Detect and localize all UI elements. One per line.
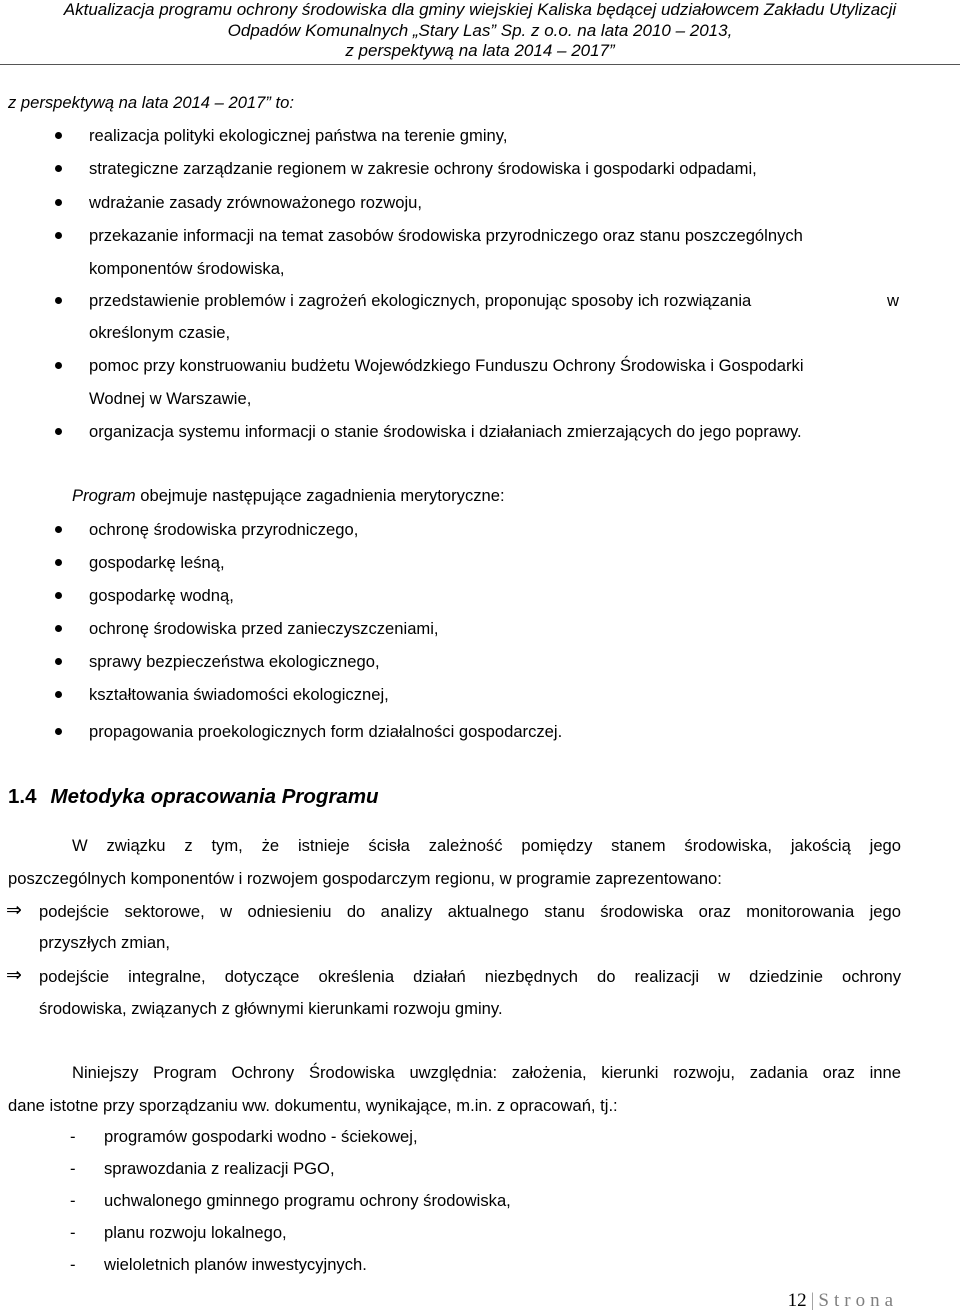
approach-line: przyszłych zmian, — [39, 933, 170, 952]
approach-line: podejście sektorowe, w odniesieniu do analizy aktualnego stanu środowiska oraz monitorowania jego — [39, 902, 901, 921]
dash-marker: - — [70, 1191, 76, 1210]
bullet-icon — [55, 199, 62, 206]
page-number: 12 — [787, 1290, 807, 1311]
list-item: sprawy bezpieczeństwa ekologicznego, — [89, 652, 380, 671]
list-item-continuation: Wodnej w Warszawie, — [89, 389, 252, 408]
list-item: ochronę środowiska przyrodniczego, — [89, 520, 359, 539]
list-item: przedstawienie problemów i zagrożeń ekologicznych, proponując sposoby ich rozwiązania — [89, 291, 752, 310]
bullet-icon — [55, 728, 62, 735]
section-heading — [8, 784, 379, 810]
list-item: strategiczne zarządzanie regionem w zakresie ochrony środowiska i gospodarki odpadami, — [89, 159, 757, 178]
approach-line: środowiska, związanych z głównymi kierunkami rozwoju gminy. — [39, 999, 503, 1018]
bullet-icon — [55, 132, 62, 139]
approach-line: podejście integralne, dotyczące określenia działań niezbędnych do realizacji w dziedzinie ochrony — [39, 967, 901, 986]
bullet-icon — [55, 559, 62, 566]
list-item: wdrażanie zasady zrównoważonego rozwoju, — [89, 193, 422, 212]
list-item: propagowania proekologicznych form działalności gospodarczej. — [89, 722, 563, 741]
bullet-icon — [55, 526, 62, 533]
header-divider — [0, 64, 960, 65]
dash-marker: - — [70, 1127, 76, 1146]
header-line-3: z perspektywą na lata 2014 – 2017” — [345, 41, 615, 60]
paragraph-line: Niniejszy Program Ochrony Środowiska uwzględnia: założenia, kierunki rozwoju, zadania oraz inne — [72, 1063, 901, 1082]
list-item: sprawozdania z realizacji PGO, — [104, 1159, 335, 1178]
list-item: realizacja polityki ekologicznej państwa na terenie gminy, — [89, 126, 508, 145]
page-footer — [788, 1290, 898, 1312]
dash-marker: - — [70, 1159, 76, 1178]
intro-text: z perspektywą na lata 2014 – 2017” to: — [8, 93, 294, 112]
bullet-icon — [55, 362, 62, 369]
paragraph-line: dane istotne przy sporządzaniu ww. dokumentu, wynikające, m.in. z opracowań, tj.: — [8, 1096, 618, 1115]
section-number: 1.4 — [8, 785, 37, 808]
list-item: gospodarkę wodną, — [89, 586, 234, 605]
bullet-icon — [55, 428, 62, 435]
list-item-continuation: określonym czasie, — [89, 323, 231, 342]
list-item: ochronę środowiska przed zanieczyszczeniami, — [89, 619, 439, 638]
list-item: przekazanie informacji na temat zasobów środowiska przyrodniczego oraz stanu poszczególnych — [89, 226, 803, 245]
list-item: planu rozwoju lokalnego, — [104, 1223, 287, 1242]
program-lead — [72, 486, 505, 506]
bullet-icon — [55, 297, 62, 304]
list-item: organizacja systemu informacji o stanie środowiska i działaniach zmierzających do jego poprawy. — [89, 422, 802, 441]
header-line-1: Aktualizacja programu ochrony środowiska dla gminy wiejskiej Kaliska będącej udziałowcem Zakładu Utylizacji — [63, 0, 897, 19]
dash-marker: - — [70, 1255, 76, 1274]
bullet-icon — [55, 232, 62, 239]
dash-marker: - — [70, 1223, 76, 1242]
list-item: programów gospodarki wodno - ściekowej, — [104, 1127, 418, 1146]
bullet-icon — [55, 658, 62, 665]
list-item-continuation: komponentów środowiska, — [89, 259, 285, 278]
bullet-icon — [55, 691, 62, 698]
header-line-2: Odpadów Komunalnych „Stary Las” Sp. z o.o. na lata 2010 – 2013, — [227, 20, 733, 40]
paragraph-line: poszczególnych komponentów i rozwojem gospodarczym regionu, w programie zaprezentowano: — [8, 869, 722, 888]
arrow-right-icon: ⇒ — [6, 965, 22, 986]
section-title: Metodyka opracowania Programu — [50, 785, 379, 808]
list-item: wieloletnich planów inwestycyjnych. — [104, 1255, 367, 1274]
list-item: uchwalonego gminnego programu ochrony środowiska, — [104, 1191, 511, 1210]
list-item: gospodarkę leśną, — [89, 553, 225, 572]
page-header — [0, 0, 960, 64]
list-item: pomoc przy konstruowaniu budżetu Wojewódzkiego Funduszu Ochrony Środowiska i Gospodarki — [89, 356, 804, 375]
bullet-icon — [55, 165, 62, 172]
arrow-right-icon: ⇒ — [6, 900, 22, 921]
footer-separator: | — [810, 1290, 815, 1311]
paragraph-line: W związku z tym, że istnieje ścisła zależność pomiędzy stanem środowiska, jakością jego — [72, 836, 901, 855]
program-lead-rest: obejmuje następujące zagadnienia merytoryczne: — [135, 486, 505, 505]
list-item: kształtowania świadomości ekologicznej, — [89, 685, 389, 704]
bullet-icon — [55, 625, 62, 632]
program-lead-italic: Program — [72, 486, 136, 505]
list-item-trailing-word: w — [887, 291, 899, 310]
bullet-icon — [55, 592, 62, 599]
footer-label: Strona — [818, 1290, 898, 1311]
